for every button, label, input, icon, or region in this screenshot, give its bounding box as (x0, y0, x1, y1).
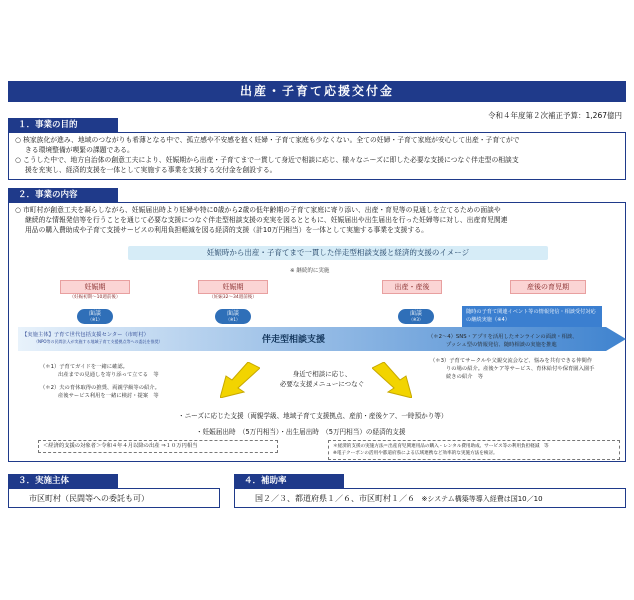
needs-support: ・ニーズに応じた支援（両親学級、地域子育て支援拠点、産前・産後ケア、一時預かり等） (178, 412, 448, 420)
note-3: （＊3）子育てサークルや父親交流会など、悩みを共有できる仲間作 (430, 358, 593, 364)
continuous-note: ※ 継続的に実施 (290, 268, 330, 274)
section-1-body (8, 132, 626, 180)
note-3c: 続きの紹介 等 (446, 374, 484, 380)
sec1-p2a: ○ こうした中で、地方自治体の創意工夫により、妊娠期から出産・子育てまで一貫して身近で相談に応じ、様々なニーズに即した必要な支援につなぐ伴走型の相談支 (15, 156, 519, 164)
sec2-p1c: 用品の購入費助成や子育て支援サービスの利用負担軽減を図る経済的支援（計10万円相当）を一体として実施する事業を支援する。 (25, 226, 428, 234)
companion-support-label: 伴走型相談支援 (262, 335, 326, 345)
center-text-2: 必要な支援メニューにつなぐ (279, 380, 365, 388)
stage-pregnancy-early-sub: （妊娠初期～10週前後） (69, 295, 121, 300)
interview-3 (398, 309, 434, 324)
interview-2 (215, 309, 251, 324)
note-24: （＊2～4）SNS・アプリを活用したオンラインの面談・相談、 (428, 334, 578, 340)
economic-support: ・妊娠届出時 （5万円相当）・出生届出時 （5万円相当）の経済的支援 (196, 428, 406, 436)
interview-1-sub: （※1） (88, 317, 102, 322)
sec1-p2b: 援を充実し、経済的支援を一体として実施する事業を支援する交付金を創設する。 (25, 166, 277, 174)
note-1b: 出産までの見通しを寄り添って立てる 等 (58, 372, 159, 378)
note-2: （＊2）夫の育休取得の推奨、両親学級等の紹介。 (40, 385, 160, 391)
sec1-p1b: きる環境整備が喫緊の課題である。 (25, 146, 134, 154)
note-24b: プッシュ型の情報発信、随時相談の実施を推進 (446, 342, 557, 348)
target-box: ＜経済的支援の対象者＞令和４年４月以降の出産 ⇒１０万円相当 (38, 440, 278, 453)
page-title: 出産・子育て応援交付金 (8, 81, 626, 102)
section-3-body: 市区町村（民間等への委託も可） (8, 488, 220, 508)
note-1: （＊1）子育てガイドを一緒に確認。 (40, 364, 128, 370)
interview-3-sub: （※3） (409, 317, 423, 322)
diagram-title: 妊娠時から出産・子育てまで一貫した伴走型相談支援と経済的支援のイメージ (128, 246, 548, 260)
section-3-heading: ３．実施主体 (8, 474, 118, 488)
stage-pregnancy-late-sub: （妊娠32～34週前後） (209, 295, 257, 300)
stage-pregnancy-late: 妊娠期 (198, 280, 268, 294)
method-box (328, 440, 620, 460)
interview-3-label: 面談 (409, 310, 422, 317)
interview-1 (77, 309, 113, 324)
note-3b: りの場の紹介。産後ケア等サービス、育休給付や保育園入園手 (446, 366, 595, 372)
interview-2-label: 面談 (226, 310, 239, 317)
interview-2-sub: （※1） (226, 317, 240, 322)
subsidy-note: ※システム構築等導入経費は国10／10 (421, 495, 543, 503)
interview-1-label: 面談 (88, 310, 101, 317)
center-text-1: 身近で相談に応じ、 (292, 370, 352, 378)
method-line-2: ※電子クーポンの活用や都道府県による広域連携など効率的な実施方法を検討。 (333, 451, 498, 456)
stage-childcare: 産後の育児期 (510, 280, 586, 294)
implementer-sub: （NPO等の民間法人が実施する地域子育て支援拠点等への委託を推奨） (34, 339, 163, 344)
note-2b: 産後サービス利用を一緒に検討・提案 等 (58, 393, 159, 399)
stage-pregnancy-early: 妊娠期 (60, 280, 130, 294)
stage-birth: 出産・産後 (382, 280, 442, 294)
sec2-p1b: 継続的な情報発信等を行うことを通じて必要な支援につなぐ伴走型相談支援の充実を図るとともに、妊娠届出や出生届出を行った妊婦等に対し、出産育児関連 (25, 216, 508, 224)
budget-label: 令和４年度第２次補正予算：1,267億円 (488, 111, 622, 120)
section-2-heading: ２．事業の内容 (8, 188, 118, 202)
subsidy-rate: 国２／３、都道府県１／６、市区町村１／６ (255, 494, 415, 503)
section-1-heading: １．事業の目的 (8, 118, 118, 132)
section-4-body (234, 488, 626, 508)
implementer-label: 【実施主体】子育て世代包括支援センター（市町村） (22, 332, 149, 338)
sec2-p1a: ○ 市町村が創意工夫を凝らしながら、妊娠届出時より妊婦や特に0歳から2歳の低年齢期の子育て家庭に寄り添い、出産・育児等の見通しを立てるための面談や (15, 206, 501, 214)
event-info-box: 随時の子育て関連イベント等の情報発信・相談受付対応の継続実施（※4） (462, 306, 602, 328)
yellow-arrow-left (220, 362, 260, 398)
sec1-p1a: ○ 核家族化が進み、地域のつながりも希薄となる中で、孤立感や不安感を抱く妊婦・子育て家庭も少なくない。全ての妊婦・子育て家庭が安心して出産・子育てがで (15, 136, 520, 144)
section-4-heading: ４．補助率 (234, 474, 344, 488)
method-line-1: ＊経済的支援の実施方法＝出産育児関連用品の購入・レンタル費用助成、サービス等の利用負担軽減 等 (333, 444, 549, 449)
